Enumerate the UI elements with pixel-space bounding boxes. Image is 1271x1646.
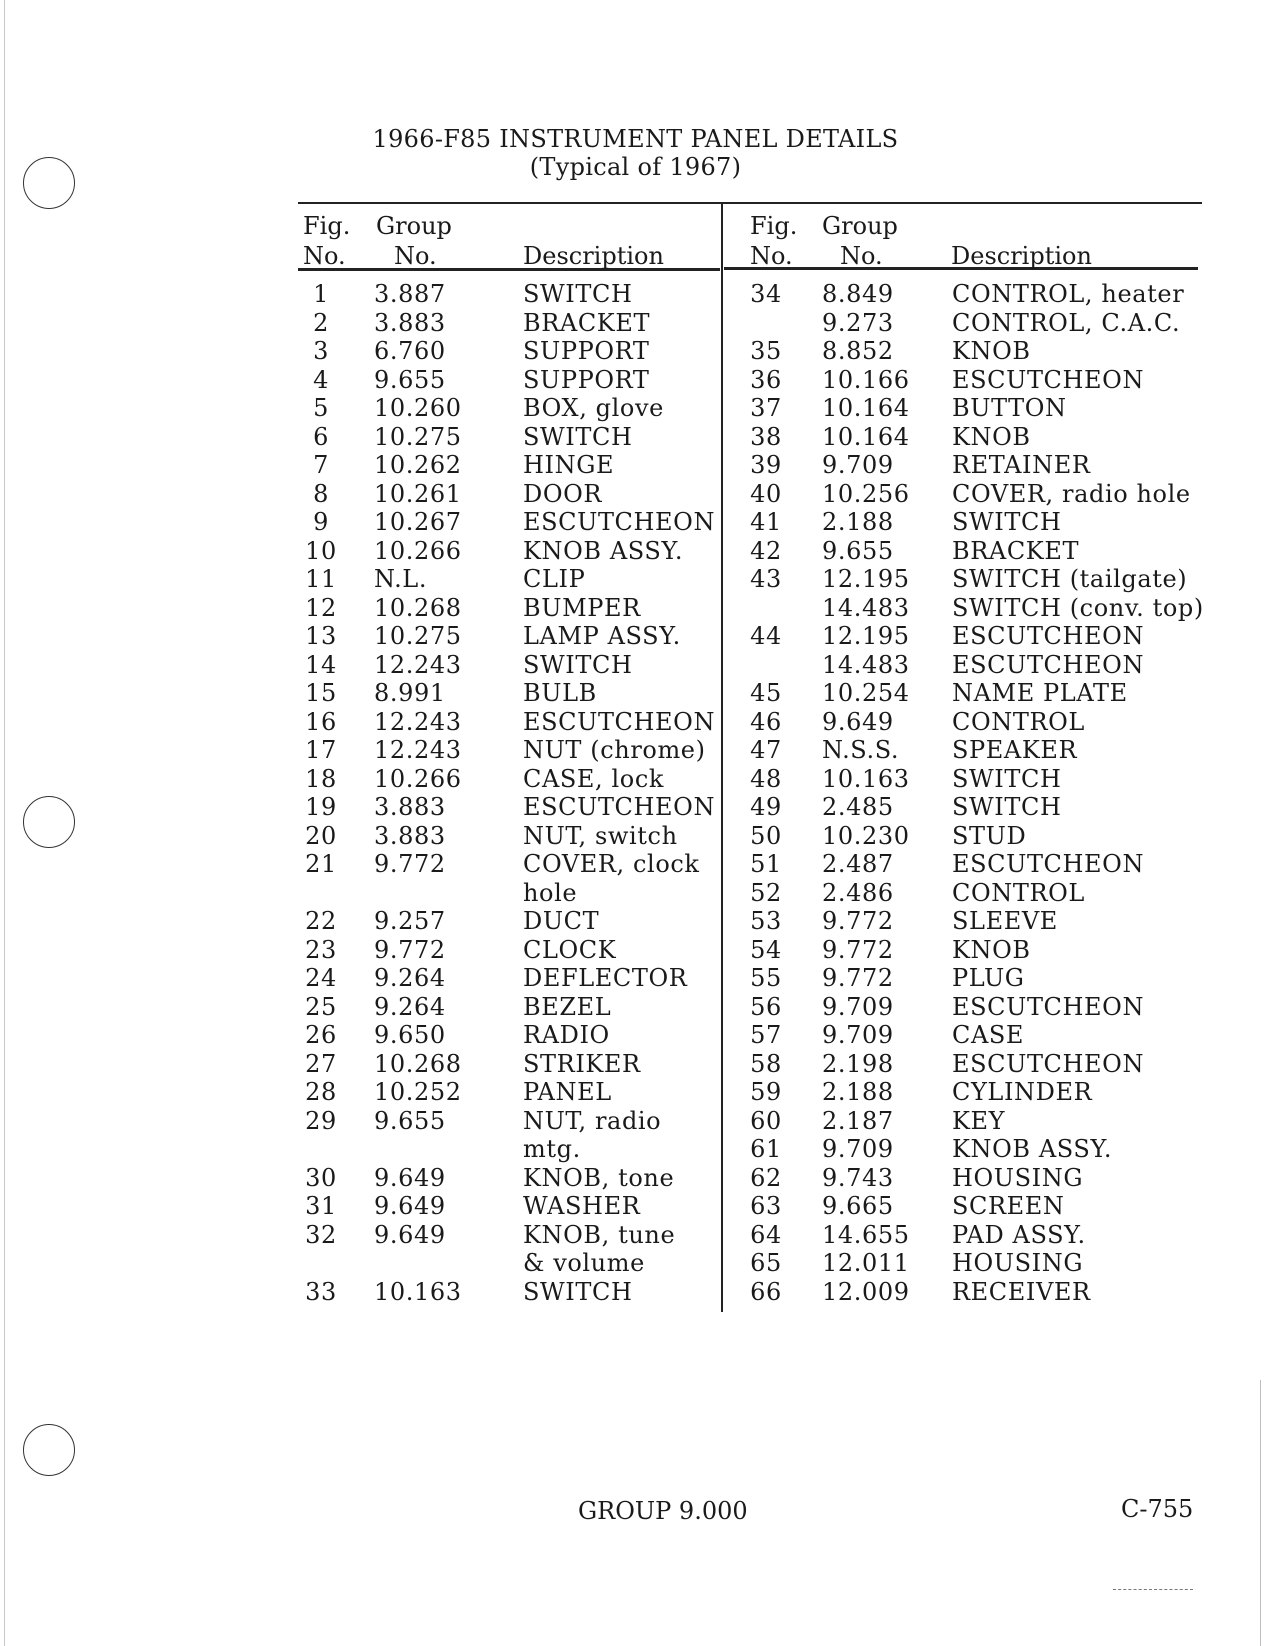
header-group-left-line1: Group <box>376 212 452 240</box>
table-cell-fig: 6 <box>313 423 329 451</box>
table-cell-group: 10.275 <box>374 423 462 451</box>
table-cell-desc: ESCUTCHEON <box>523 793 716 821</box>
table-cell-fig: 55 <box>750 964 782 992</box>
table-cell-desc: RETAINER <box>952 451 1091 479</box>
table-cell-fig: 31 <box>305 1192 337 1220</box>
table-cell-group: 2.188 <box>822 1078 894 1106</box>
table-cell-fig: 50 <box>750 822 782 850</box>
header-description-right: Description <box>951 242 1092 270</box>
table-cell-fig: 25 <box>305 993 337 1021</box>
table-cell-desc: COVER, clock <box>523 850 700 878</box>
table-cell-desc: HOUSING <box>952 1249 1084 1277</box>
table-cell-fig: 63 <box>750 1192 782 1220</box>
page-edge-line-right <box>1260 1380 1261 1646</box>
table-cell-desc: BRACKET <box>523 309 651 337</box>
table-cell-group: 10.254 <box>822 679 910 707</box>
table-cell-desc: BUTTON <box>952 394 1067 422</box>
table-cell-desc: WASHER <box>523 1192 641 1220</box>
table-cell-fig: 8 <box>313 480 329 508</box>
table-cell-group: 9.649 <box>822 708 894 736</box>
table-cell-desc: & volume <box>523 1249 645 1277</box>
table-cell-desc: CONTROL, C.A.C. <box>952 309 1181 337</box>
table-cell-group: 9.655 <box>374 1107 446 1135</box>
table-cell-group: N.L. <box>374 565 428 593</box>
table-cell-desc: STUD <box>952 822 1027 850</box>
table-cell-desc: SUPPORT <box>523 337 650 365</box>
table-cell-group: 9.655 <box>374 366 446 394</box>
table-cell-group: 9.772 <box>822 964 894 992</box>
table-cell-group: 9.665 <box>822 1192 894 1220</box>
table-cell-desc: SWITCH <box>523 423 633 451</box>
table-cell-fig: 44 <box>750 622 782 650</box>
table-cell-fig: 1 <box>313 280 329 308</box>
table-cell-fig: 66 <box>750 1278 782 1306</box>
table-cell-fig: 60 <box>750 1107 782 1135</box>
table-cell-group: 9.709 <box>822 993 894 1021</box>
table-cell-group: 9.772 <box>374 850 446 878</box>
table-cell-group: 9.655 <box>822 537 894 565</box>
table-cell-fig: 10 <box>305 537 337 565</box>
table-cell-desc: CLOCK <box>523 936 617 964</box>
table-cell-desc: CASE <box>952 1021 1025 1049</box>
table-cell-group: 6.760 <box>374 337 446 365</box>
table-cell-fig: 26 <box>305 1021 337 1049</box>
table-cell-group: 14.655 <box>822 1221 910 1249</box>
table-cell-fig: 30 <box>305 1164 337 1192</box>
table-cell-fig: 62 <box>750 1164 782 1192</box>
table-cell-desc: PLUG <box>952 964 1025 992</box>
table-cell-group: 12.195 <box>822 622 910 650</box>
table-cell-fig: 11 <box>305 565 337 593</box>
table-cell-group: 9.709 <box>822 451 894 479</box>
table-cell-fig: 42 <box>750 537 782 565</box>
table-cell-fig: 28 <box>305 1078 337 1106</box>
table-cell-group: 3.883 <box>374 822 446 850</box>
table-cell-group: 9.772 <box>822 936 894 964</box>
table-cell-desc: CASE, lock <box>523 765 665 793</box>
table-cell-desc: SWITCH <box>523 280 633 308</box>
table-cell-desc: KNOB, tone <box>523 1164 675 1192</box>
table-cell-fig: 29 <box>305 1107 337 1135</box>
table-cell-fig: 39 <box>750 451 782 479</box>
table-cell-desc: SWITCH (tailgate) <box>952 565 1188 593</box>
table-cell-desc: KNOB <box>952 337 1031 365</box>
table-cell-fig: 3 <box>313 337 329 365</box>
table-cell-group: 8.852 <box>822 337 894 365</box>
table-cell-group: N.S.S. <box>822 736 900 764</box>
table-cell-desc: CONTROL <box>952 879 1085 907</box>
table-cell-group: 12.243 <box>374 708 462 736</box>
table-cell-desc: KNOB <box>952 936 1031 964</box>
table-cell-desc: SWITCH <box>952 765 1062 793</box>
table-cell-group: 2.487 <box>822 850 894 878</box>
header-fig-right-line1: Fig. <box>750 212 798 240</box>
table-cell-group: 10.164 <box>822 394 910 422</box>
table-cell-group: 8.991 <box>374 679 446 707</box>
table-cell-fig: 14 <box>305 651 337 679</box>
table-cell-desc: CONTROL <box>952 708 1085 736</box>
table-cell-fig: 5 <box>313 394 329 422</box>
table-cell-fig: 58 <box>750 1050 782 1078</box>
table-cell-desc: CONTROL, heater <box>952 280 1185 308</box>
table-cell-fig: 51 <box>750 850 782 878</box>
table-cell-fig: 32 <box>305 1221 337 1249</box>
table-cell-desc: CYLINDER <box>952 1078 1093 1106</box>
table-cell-group: 10.266 <box>374 537 462 565</box>
table-cell-fig: 47 <box>750 736 782 764</box>
table-cell-fig: 65 <box>750 1249 782 1277</box>
table-cell-group: 9.649 <box>374 1164 446 1192</box>
table-cell-group: 9.257 <box>374 907 446 935</box>
table-cell-desc: BEZEL <box>523 993 612 1021</box>
table-cell-desc: PANEL <box>523 1078 612 1106</box>
table-cell-desc: NUT, switch <box>523 822 678 850</box>
page-title: 1966-F85 INSTRUMENT PANEL DETAILS <box>372 125 899 153</box>
table-cell-desc: COVER, radio hole <box>952 480 1191 508</box>
table-cell-fig: 18 <box>305 765 337 793</box>
table-cell-desc: NUT, radio <box>523 1107 662 1135</box>
table-cell-group: 12.243 <box>374 651 462 679</box>
table-cell-fig: 49 <box>750 793 782 821</box>
table-cell-group: 12.011 <box>822 1249 910 1277</box>
header-fig-left-line1: Fig. <box>303 212 351 240</box>
table-cell-group: 10.267 <box>374 508 462 536</box>
table-cell-desc: SWITCH <box>952 508 1062 536</box>
table-cell-fig: 43 <box>750 565 782 593</box>
table-cell-fig: 52 <box>750 879 782 907</box>
table-cell-desc: RADIO <box>523 1021 610 1049</box>
table-cell-group: 9.273 <box>822 309 894 337</box>
table-cell-group: 2.485 <box>822 793 894 821</box>
table-cell-group: 12.243 <box>374 736 462 764</box>
table-cell-group: 2.198 <box>822 1050 894 1078</box>
table-cell-fig: 33 <box>305 1278 337 1306</box>
table-cell-fig: 57 <box>750 1021 782 1049</box>
table-cell-fig: 22 <box>305 907 337 935</box>
table-cell-group: 10.262 <box>374 451 462 479</box>
table-cell-desc: HINGE <box>523 451 615 479</box>
table-cell-fig: 24 <box>305 964 337 992</box>
table-cell-group: 12.009 <box>822 1278 910 1306</box>
table-cell-group: 10.256 <box>822 480 910 508</box>
table-cell-fig: 12 <box>305 594 337 622</box>
punch-hole-bottom <box>23 1424 75 1476</box>
table-cell-fig: 9 <box>313 508 329 536</box>
table-cell-fig: 35 <box>750 337 782 365</box>
table-cell-group: 12.195 <box>822 565 910 593</box>
page-subtitle: (Typical of 1967) <box>529 153 742 181</box>
table-cell-group: 2.188 <box>822 508 894 536</box>
table-cell-fig: 59 <box>750 1078 782 1106</box>
table-cell-group: 10.163 <box>374 1278 462 1306</box>
table-cell-fig: 37 <box>750 394 782 422</box>
table-cell-desc: ESCUTCHEON <box>523 508 716 536</box>
header-fig-right-line2: No. <box>750 242 793 270</box>
table-cell-group: 10.166 <box>822 366 910 394</box>
table-cell-fig: 20 <box>305 822 337 850</box>
table-cell-desc: KEY <box>952 1107 1006 1135</box>
table-cell-group: 10.275 <box>374 622 462 650</box>
table-cell-group: 8.849 <box>822 280 894 308</box>
table-cell-group: 10.260 <box>374 394 462 422</box>
table-cell-desc: SUPPORT <box>523 366 650 394</box>
table-cell-group: 10.252 <box>374 1078 462 1106</box>
table-cell-group: 14.483 <box>822 651 910 679</box>
table-cell-group: 10.230 <box>822 822 910 850</box>
table-cell-group: 10.268 <box>374 594 462 622</box>
table-cell-desc: STRIKER <box>523 1050 641 1078</box>
table-cell-fig: 16 <box>305 708 337 736</box>
header-group-right-line2: No. <box>840 242 883 270</box>
table-cell-fig: 17 <box>305 736 337 764</box>
table-cell-group: 9.709 <box>822 1135 894 1163</box>
table-cell-desc: HOUSING <box>952 1164 1084 1192</box>
table-cell-group: 9.649 <box>374 1221 446 1249</box>
table-cell-fig: 4 <box>313 366 329 394</box>
table-cell-desc: BULB <box>523 679 597 707</box>
header-fig-left-line2: No. <box>303 242 346 270</box>
table-top-rule <box>298 202 1202 204</box>
table-cell-desc: ESCUTCHEON <box>952 850 1145 878</box>
table-cell-fig: 23 <box>305 936 337 964</box>
table-cell-desc: NAME PLATE <box>952 679 1128 707</box>
table-cell-group: 10.266 <box>374 765 462 793</box>
table-cell-desc: SLEEVE <box>952 907 1058 935</box>
table-cell-group: 3.883 <box>374 309 446 337</box>
table-cell-group: 10.268 <box>374 1050 462 1078</box>
table-cell-fig: 36 <box>750 366 782 394</box>
table-cell-desc: LAMP ASSY. <box>523 622 681 650</box>
table-cell-group: 3.883 <box>374 793 446 821</box>
header-group-right-line1: Group <box>822 212 898 240</box>
table-cell-desc: ESCUTCHEON <box>952 651 1145 679</box>
table-cell-fig: 19 <box>305 793 337 821</box>
table-cell-desc: ESCUTCHEON <box>952 622 1145 650</box>
table-cell-fig: 54 <box>750 936 782 964</box>
table-cell-desc: KNOB ASSY. <box>952 1135 1113 1163</box>
table-cell-group: 9.264 <box>374 964 446 992</box>
table-cell-desc: DEFLECTOR <box>523 964 688 992</box>
table-cell-group: 10.164 <box>822 423 910 451</box>
table-cell-desc: SCREEN <box>952 1192 1065 1220</box>
footer-group: GROUP 9.000 <box>578 1497 748 1525</box>
table-cell-fig: 56 <box>750 993 782 1021</box>
table-cell-fig: 46 <box>750 708 782 736</box>
table-cell-group: 14.483 <box>822 594 910 622</box>
table-cell-desc: SWITCH <box>523 651 633 679</box>
table-cell-desc: BOX, glove <box>523 394 664 422</box>
table-cell-fig: 13 <box>305 622 337 650</box>
table-cell-fig: 61 <box>750 1135 782 1163</box>
table-cell-fig: 27 <box>305 1050 337 1078</box>
table-cell-group: 9.772 <box>374 936 446 964</box>
table-cell-group: 9.772 <box>822 907 894 935</box>
table-cell-desc: SPEAKER <box>952 736 1078 764</box>
footer-mark <box>1113 1589 1193 1590</box>
table-cell-desc: DOOR <box>523 480 603 508</box>
table-cell-desc: DUCT <box>523 907 600 935</box>
table-cell-group: 2.187 <box>822 1107 894 1135</box>
table-cell-desc: SWITCH <box>523 1278 633 1306</box>
table-cell-fig: 15 <box>305 679 337 707</box>
table-cell-desc: CLIP <box>523 565 586 593</box>
footer-page-number: C-755 <box>1121 1495 1194 1523</box>
header-group-left-line2: No. <box>394 242 437 270</box>
table-cell-desc: NUT (chrome) <box>523 736 706 764</box>
table-cell-desc: ESCUTCHEON <box>952 1050 1145 1078</box>
table-cell-desc: BUMPER <box>523 594 641 622</box>
table-cell-group: 9.649 <box>374 1192 446 1220</box>
table-cell-fig: 40 <box>750 480 782 508</box>
table-cell-fig: 45 <box>750 679 782 707</box>
table-cell-fig: 2 <box>313 309 329 337</box>
header-description-left: Description <box>523 242 664 270</box>
table-cell-desc: RECEIVER <box>952 1278 1091 1306</box>
table-cell-fig: 53 <box>750 907 782 935</box>
table-cell-group: 9.743 <box>822 1164 894 1192</box>
table-cell-desc: ESCUTCHEON <box>952 366 1145 394</box>
table-cell-desc: KNOB ASSY. <box>523 537 684 565</box>
table-cell-fig: 41 <box>750 508 782 536</box>
table-cell-group: 3.887 <box>374 280 446 308</box>
table-center-divider <box>721 204 723 1312</box>
table-cell-group: 9.650 <box>374 1021 446 1049</box>
table-cell-desc: SWITCH (conv. top) <box>952 594 1204 622</box>
page-edge-line <box>4 0 5 1646</box>
table-cell-desc: mtg. <box>523 1135 581 1163</box>
table-cell-fig: 48 <box>750 765 782 793</box>
table-cell-desc: hole <box>523 879 578 907</box>
table-cell-group: 10.261 <box>374 480 462 508</box>
table-cell-fig: 38 <box>750 423 782 451</box>
table-cell-desc: ESCUTCHEON <box>952 993 1145 1021</box>
table-cell-fig: 7 <box>313 451 329 479</box>
table-cell-desc: ESCUTCHEON <box>523 708 716 736</box>
table-cell-desc: BRACKET <box>952 537 1080 565</box>
table-cell-desc: SWITCH <box>952 793 1062 821</box>
table-cell-desc: PAD ASSY. <box>952 1221 1086 1249</box>
table-cell-desc: KNOB <box>952 423 1031 451</box>
table-cell-group: 10.163 <box>822 765 910 793</box>
table-cell-group: 9.264 <box>374 993 446 1021</box>
table-cell-fig: 34 <box>750 280 782 308</box>
punch-hole-middle <box>23 796 75 848</box>
table-cell-group: 9.709 <box>822 1021 894 1049</box>
table-cell-fig: 21 <box>305 850 337 878</box>
table-cell-fig: 64 <box>750 1221 782 1249</box>
table-cell-group: 2.486 <box>822 879 894 907</box>
table-cell-desc: KNOB, tune <box>523 1221 676 1249</box>
